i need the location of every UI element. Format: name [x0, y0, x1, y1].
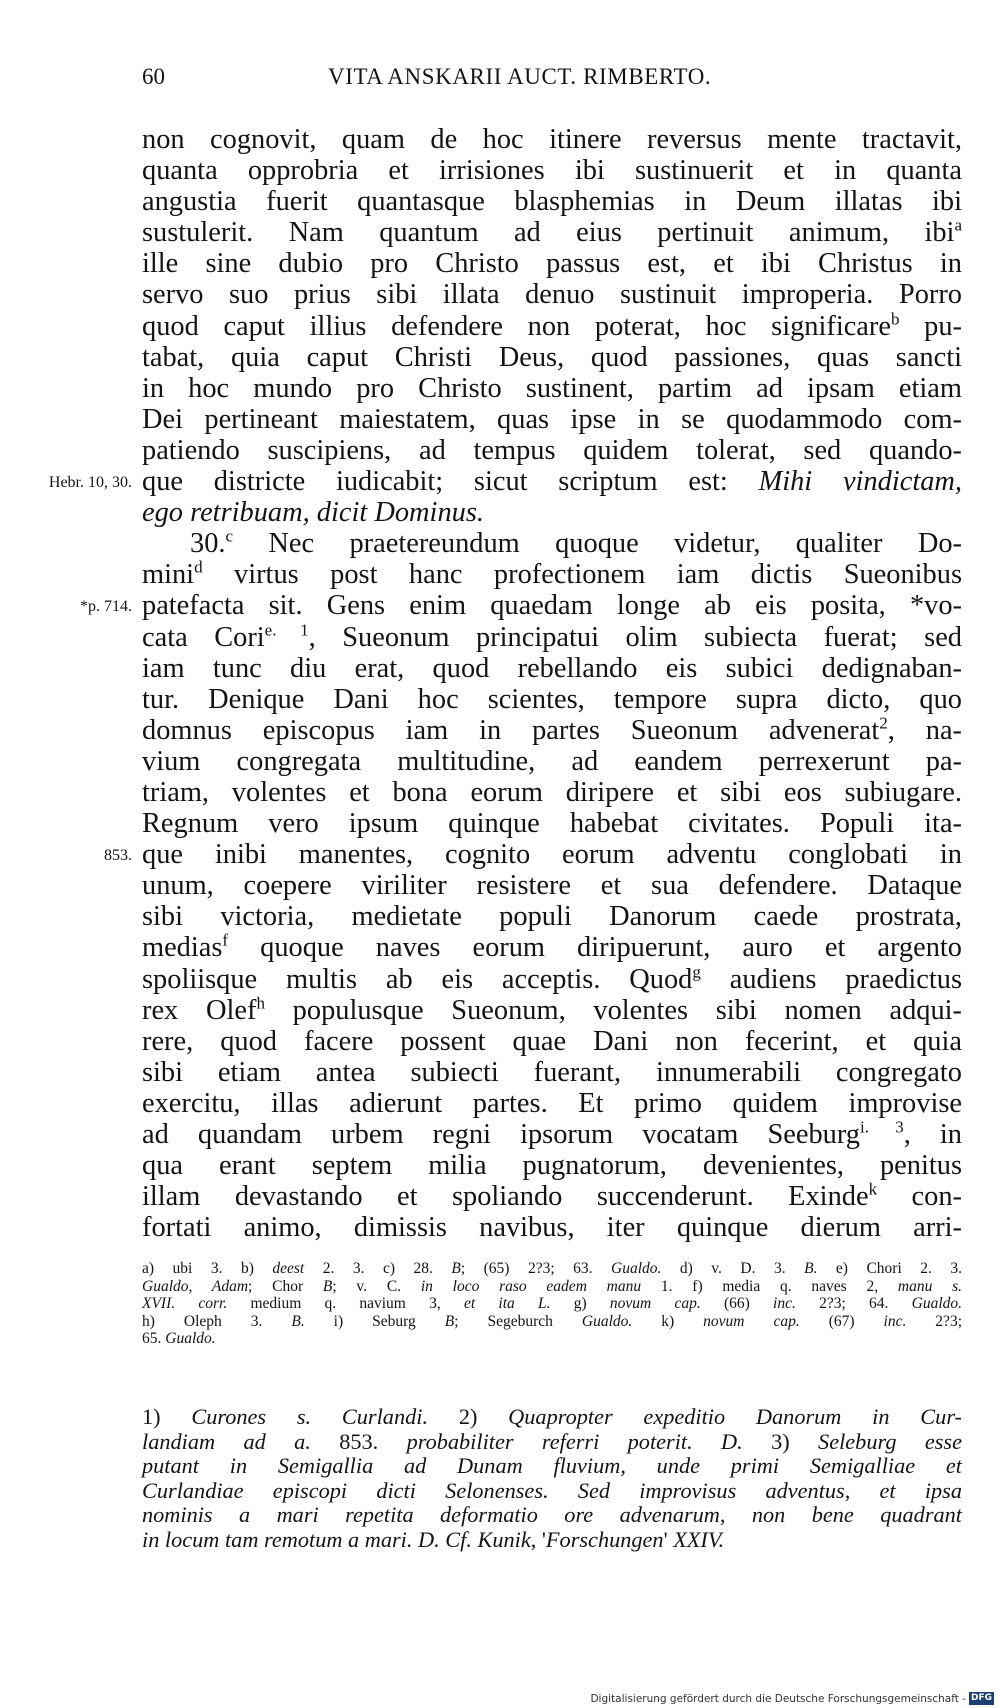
- text-line: fortati animo, dimissis navibus, iter quinque dierum arri-: [142, 1212, 962, 1244]
- commentary-line: landiam ad a. 853. probabiliter referri poterit. D. 3) Seleburg esse: [142, 1428, 962, 1454]
- page-header: [0, 64, 1000, 94]
- commentary-line: in locum tam remotum a mari. D. Cf. Kunik, 'Forschungen' XXIV.: [142, 1526, 725, 1552]
- text-line: triam, volentes et bona eorum diripere et sibi eos subiugare.: [142, 776, 962, 808]
- text-line: patiendo suscipiens, ad tempus quidem tolerat, sed quando-: [142, 434, 962, 466]
- margin-note: 853.: [104, 847, 132, 865]
- commentary-notes: [142, 1405, 962, 1552]
- text-line: exercitu, illas adierunt partes. Et primo quidem improvise: [142, 1087, 962, 1119]
- apparatus-line: a) ubi 3. b) deest 2. 3. c) 28. B; (65) 2?3; 63. Gualdo. d) v. D. 3. B. e) Chori 2. 3.: [142, 1260, 962, 1277]
- text-line: ego retribuam, dicit Dominus.: [142, 497, 484, 529]
- text-line: ille sine dubio pro Christo passus est, et ibi Christus in: [142, 248, 962, 280]
- text-line: quanta opprobria et irrisiones ibi sustinuerit et in quanta: [142, 155, 962, 187]
- main-text: [48, 124, 963, 1244]
- text-line: non cognovit, quam de hoc itinere reversus mente tractavit,: [142, 124, 962, 155]
- dfg-footer: [590, 1692, 994, 1705]
- text-line: vium congregata multitudine, ad eandem perrexerunt pa-: [142, 745, 962, 777]
- commentary-line: putant in Semigallia ad Dunam fluvium, unde primi Semigalliae et: [142, 1453, 962, 1478]
- text-line: servo suo prius sibi illata denuo sustinuit improperia. Porro: [142, 279, 962, 311]
- text-line: rere, quod facere possent quae Dani non fecerint, et quia: [142, 1025, 962, 1057]
- text-line: tabat, quia caput Christi Deus, quod passiones, quas sancti: [142, 341, 962, 373]
- critical-apparatus: [142, 1260, 962, 1348]
- text-line: patefacta sit. Gens enim quaedam longe ab eis posita, *vo- *p. 714.: [80, 590, 962, 622]
- text-line: ad quandam urbem regni ipsorum vocatam Seeburg$^{i. 3}$, in: [142, 1117, 963, 1150]
- text-line: qua erant septem milia pugnatorum, devenientes, penitus: [142, 1150, 962, 1182]
- text-line: illam devastando et spoliando succenderunt. Exinde$^k$ con-: [142, 1179, 963, 1213]
- text-line: unum, coepere viriliter resistere et sua defendere. Dataque: [142, 870, 962, 902]
- text-line: que inibi manentes, cognito eorum adventu conglobati in 853.: [104, 839, 962, 871]
- commentary-line: 1) Curones s. Curlandi. 2) Quapropter expeditio Danorum in Cur-: [142, 1404, 962, 1429]
- apparatus-line: 65. Gualdo.: [142, 1330, 216, 1347]
- apparatus-line: Gualdo, Adam; Chor B; v. C. in loco raso eadem manu 1. f) media q. naves 2, manu s.: [142, 1277, 962, 1295]
- text-line: in hoc mundo pro Christo sustinent, partim ad ipsam etiam: [142, 372, 962, 404]
- text-line: Regnum vero ipsum quinque habebat civitates. Populi ita-: [142, 808, 962, 840]
- commentary-line: nominis a mari repetita deformatio ore advenarum, non bene quadrant: [142, 1502, 962, 1527]
- text-line: tur. Denique Dani hoc scientes, tempore supra dicto, quo: [142, 683, 962, 715]
- apparatus-line: XVII. corr. medium q. navium 3, et ita L. g) novum cap. (66) inc. 2?3; 64. Gualdo.: [142, 1295, 963, 1312]
- margin-note: Hebr. 10, 30.: [48, 474, 132, 492]
- text-line: iam tunc diu erat, quod rebellando eis subici dedignaban-: [142, 652, 962, 684]
- text-line: que districte iudicabit; sicut scriptum est: Mihi vindictam, Hebr. 10, 30.: [48, 466, 963, 498]
- text-line: angustia fuerit quantasque blasphemias in Deum illatas ibi: [142, 186, 962, 218]
- text-line: sibi etiam antea subiecti fuerant, innumerabili congregato: [142, 1056, 962, 1088]
- text-line: mini$^d$ virtus post hanc profectionem iam dictis Sueonibus: [142, 557, 962, 591]
- text-line: rex Olef$^h$ populusque Sueonum, volentes sibi nomen adqui-: [142, 993, 963, 1026]
- page-number: 60: [142, 64, 165, 89]
- running-title: VITA ANSKARII AUCT. RIMBERTO.: [328, 64, 712, 89]
- text-line: sibi victoria, medietate populi Danorum caede prostrata,: [142, 901, 962, 933]
- text-line: Dei pertineant maiestatem, quas ipse in se quodammodo com-: [142, 403, 962, 435]
- commentary-line: Curlandiae episcopi dicti Selonenses. Sed improvisus adventus, et ipsa: [142, 1477, 962, 1503]
- digitization-note: Digitalisierung gefördert durch die Deutsche Forschungsgemeinschaft -: [590, 1692, 966, 1705]
- text-line: sustulerit. Nam quantum ad eius pertinuit animum, ibi$^a$: [142, 215, 962, 249]
- text-line: cata Cori$^{e. 1}$, Sueonum principatui olim subiecta fuerat; sed: [142, 620, 962, 653]
- text-line: 30.$^c$ Nec praetereundum quoque videtur, qualiter Do-: [190, 526, 962, 560]
- apparatus-line: h) Oleph 3. B. i) Seburg B; Segeburch Gualdo. k) novum cap. (67) inc. 2?3;: [142, 1312, 962, 1330]
- text-line: quod caput illius defendere non poterat, hoc significare$^b$ pu-: [142, 309, 962, 342]
- margin-note: *p. 714.: [80, 598, 132, 616]
- text-line: medias$^f$ quoque naves eorum diripuerunt, auro et argento: [142, 930, 962, 964]
- text-line: domnus episcopus iam in partes Sueonum advenerat$^2$, na-: [142, 713, 963, 746]
- dfg-logo: DFG: [970, 1693, 992, 1703]
- text-line: spoliisque multis ab eis acceptis. Quod$^g$ audiens praedictus: [142, 962, 962, 995]
